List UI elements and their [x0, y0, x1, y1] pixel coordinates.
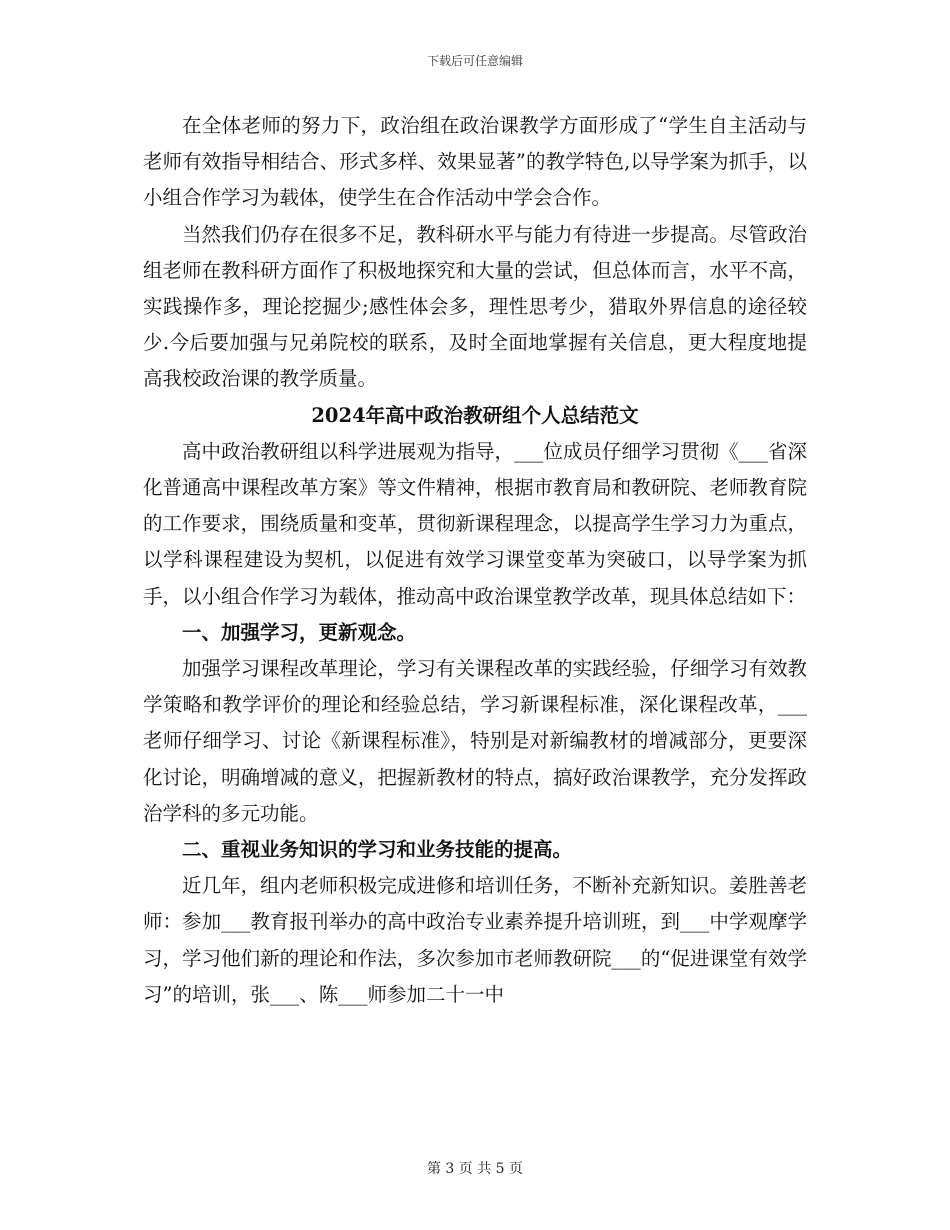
page-header-note: 下载后可任意编辑 — [426, 54, 523, 68]
paragraph-introduction: 高中政治教研组以科学进展观为指导，___位成员仔细学习贯彻《___省深化普通高中课程改革方案》等文件精神，根据市教育局和教研院、老师教育院的工作要求，围绕质量和变革，贯彻新课程理念，以提高学生学习力为重点，以学科课程建设为契机，以促进有效学习课堂变革为突破口，以导学案为抓手，以小组合作学习为载体，推动高中政治课堂教学改革，现具体总结如下： — [143, 439, 807, 608]
page-number: 第 3 页 共 5 页 — [426, 1161, 524, 1177]
paragraph-training-details: 近几年，组内老师积极完成进修和培训任务，不断补充新知识。姜胜善老师：参加___教育报刊举办的高中政治专业素养提升培训班，到___中学观摩学习，学习他们新的理论和作法，多次参加市老师教研院___的“促进课堂有效学习”的培训，张___、陈___师参加二十一中 — [143, 874, 807, 1006]
heading-professional-skills: 二、重视业务知识的学习和业务技能的提高。 — [182, 838, 573, 862]
heading-strengthen-learning: 一、加强学习，更新观念。 — [182, 620, 417, 644]
paragraph-teaching-features: 在全体老师的努力下，政治组在政治课教学方面形成了“学生自主活动与老师有效指导相结合、形式多样、效果显著”的教学特色,以导学案为抓手，以小组合作学习为载体，使学生在合作活动中学会合作。 — [143, 114, 807, 210]
document-body — [143, 108, 807, 1013]
paragraph-learning-details: 加强学习课程改革理论，学习有关课程改革的实践经验，仔细学习有效教学策略和教学评价的理论和经验总结，学习新课程标准，深化课程改革，___老师仔细学习、讨论《新课程标准》，特别是对新编教材的增减部分，更要深化讨论，明确增减的意义，把握新教材的特点，搞好政治课教学，充分发挥政治学科的多元功能。 — [143, 657, 807, 825]
paragraph-shortcomings: 当然我们仍存在很多不足，教科研水平与能力有待进一步提高。尽管政治组老师在教科研方面作了积极地探究和大量的尝试，但总体而言，水平不高，实践操作多，理论挖掘少;感性体会多，理性思考少，猎取外界信息的途径较少.今后要加强与兄弟院校的联系，及时全面地掌握有关信息，更大程度地提高我校政治课的教学质量。 — [143, 222, 807, 391]
section-title: 2024年高中政治教研组个人总结范文 — [311, 403, 639, 427]
